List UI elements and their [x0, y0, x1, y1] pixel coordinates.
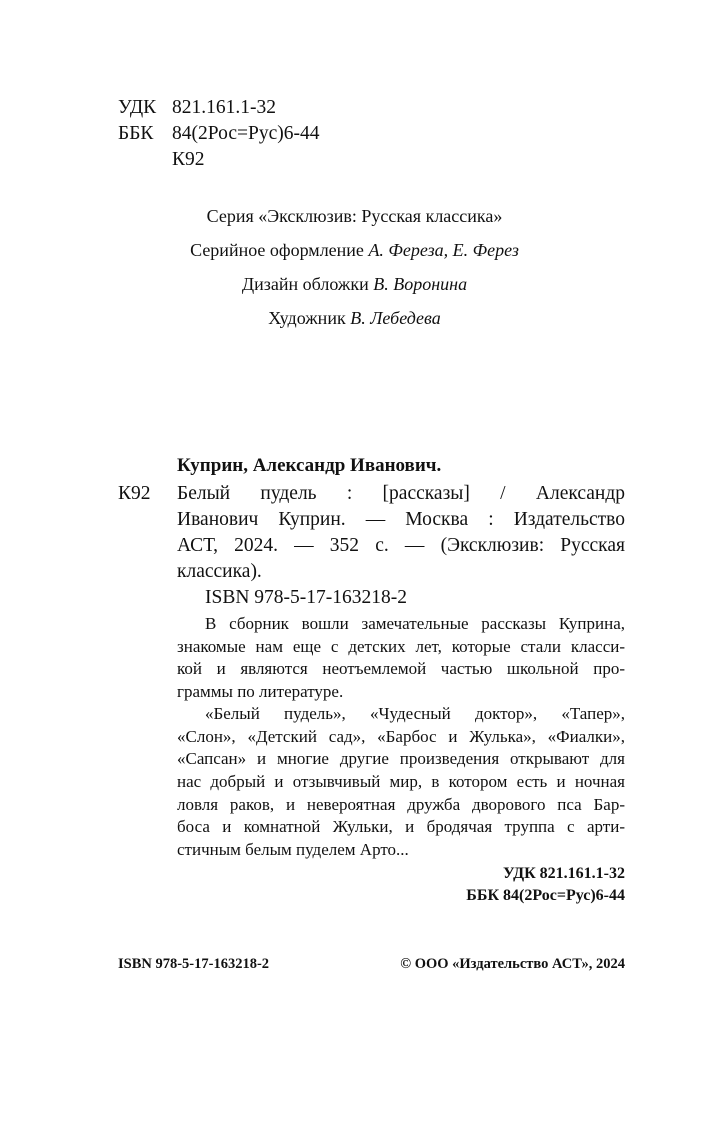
- footer-copyright: © ООО «Издательство АСТ», 2024: [400, 956, 625, 972]
- annotation-p1-line-1: В сборник вошли замечательные рассказы Куприна,: [205, 614, 625, 633]
- bbk-bold: ББК 84(2Рос=Рус)6-44: [466, 887, 625, 904]
- author-sign-bib: К92: [118, 483, 151, 504]
- artist-credit: [0, 307, 709, 329]
- bbk-label: ББК: [118, 123, 154, 144]
- bbk-value: 84(2Рос=Рус)6-44: [172, 123, 320, 144]
- annotation-p2-line-2: «Слон», «Детский сад», «Барбос и Жулька», «Фиалки»,: [177, 727, 625, 746]
- series-design-credit: [0, 239, 709, 261]
- annotation-p1-line-2: знакомые нам еще с детских лет, которые стали класси-: [177, 637, 625, 656]
- annotation-p2-line-6: боса и комнатной Жульки, и бродячая труппа с арти-: [177, 817, 625, 836]
- author-sign-top: К92: [172, 149, 205, 170]
- annotation-p2-line-4: нас добрый и отзывчивый мир, в котором есть и ночная: [177, 772, 625, 791]
- cover-design-name: В. Воронина: [373, 274, 468, 294]
- bbk-line: [118, 121, 319, 147]
- udk-value: 821.161.1-32: [172, 97, 276, 118]
- annotation-p2-line-5: ловля раков, и невероятная дружба дворового пса Бар-: [177, 795, 625, 814]
- annotation-p1-line-3: кой и являются неотъемлемой частью школьной про-: [177, 659, 625, 678]
- udk-label: УДК: [118, 97, 157, 118]
- artist-name: В. Лебедева: [350, 308, 441, 328]
- bib-isbn: ISBN 978-5-17-163218-2: [205, 587, 408, 608]
- annotation-p2-line-1: «Белый пудель», «Чудесный доктор», «Тапер»,: [205, 704, 625, 723]
- udk-line: [118, 95, 276, 121]
- annotation-p1-line-4: граммы по литературе.: [177, 682, 344, 701]
- series-design-names: А. Фереза, Е. Ферез: [368, 240, 519, 260]
- bib-line-2: Иванович Куприн. — Москва : Издательство: [177, 509, 625, 530]
- bib-line-4: классика).: [177, 561, 262, 582]
- series-design-label: Серийное оформление: [190, 240, 364, 260]
- udk-bold: УДК 821.161.1-32: [502, 865, 625, 882]
- bib-line-3: АСТ, 2024. — 352 с. — (Эксклюзив: Русская: [177, 535, 625, 556]
- author-heading: Куприн, Александр Иванович.: [177, 455, 442, 476]
- cover-design-credit: [0, 273, 709, 295]
- artist-label: Художник: [268, 308, 346, 328]
- cover-design-label: Дизайн обложки: [241, 274, 369, 294]
- annotation-p2-line-3: «Сапсан» и многие другие произведения открывают для: [177, 749, 625, 768]
- series-credit: Серия «Эксклюзив: Русская классика»: [206, 206, 503, 226]
- annotation-p2-line-7: стичным белым пуделем Арто...: [177, 840, 409, 859]
- bib-line-1: Белый пудель : [рассказы] / Александр: [177, 483, 625, 504]
- footer-isbn: ISBN 978-5-17-163218-2: [118, 956, 270, 972]
